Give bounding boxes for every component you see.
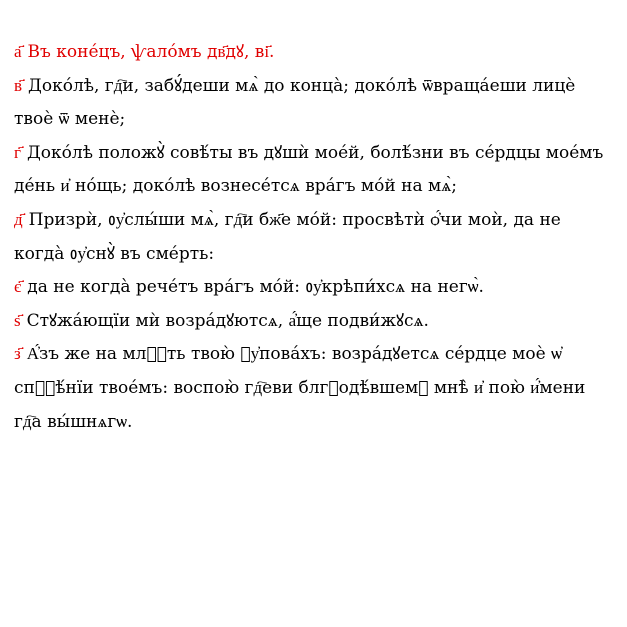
verse-3 <box>14 137 612 204</box>
verse-6 <box>14 305 612 339</box>
verse-text: Стꙋжáющїи мѝ возрáдꙋютсѧ, а҆́ще подви́жꙋсѧ. <box>26 310 429 331</box>
verse-number: є҃ <box>14 277 22 298</box>
verse-text: Докóлѣ, гд҇и, забꙋ́деши мѧ̀ до концà; докóлѣ ѿвращáеши лицè твоè ѿ менè; <box>14 75 576 130</box>
verse-number: в҃ <box>14 75 23 96</box>
verse-number: а҃ <box>14 42 22 62</box>
psalm-text <box>14 36 612 439</box>
verse-number: з҃ <box>14 344 21 365</box>
verse-text: А҆́зъ же на млⷭ҇ть твою̀ ᲂу҆повáхъ: возрáдꙋетсѧ сéрдце моè ѡ҆ спⷭ҇ѣ́нїи твоéмъ: воспою̀ гд҇еви блгⷣодѣ́вшемꙋ мнѣ̀ и҆ пою̀ и҆́мени гд҇а вы́шнѧгѡ. <box>14 344 586 432</box>
verse-text: Докóлѣ положꙋ̀ совѣ́ты въ дꙋшѝ моéй, болѣ́зни въ сéрдцы моéмъ дéнь и҆ нóщь; докóлѣ вознесéтсѧ врáгъ мóй на мѧ̀; <box>14 142 604 197</box>
psalm-title-line <box>14 36 612 70</box>
verse-4 <box>14 204 612 271</box>
verse-number: д҃ <box>14 209 23 230</box>
verse-5 <box>14 271 612 305</box>
verse-number: ѕ҃ <box>14 310 21 331</box>
verse-2 <box>14 70 612 137</box>
verse-text: Призрѝ, ᲂу҆слы́ши мѧ̀, гд҇и бж҃е мóй: просвѣтѝ ѻ҆́чи моѝ, да не когдà ᲂу҆снꙋ̀ въ смéрть: <box>14 209 561 264</box>
verse-7 <box>14 338 612 439</box>
psalm-title: Въ конéцъ, ѱалóмъ дв҃дꙋ, ві҃. <box>27 42 275 62</box>
verse-number: г҃ <box>14 142 21 163</box>
verse-text: да не когдà речéтъ врáгъ мóй: ᲂу҆крѣпи́хсѧ на негѡ̀. <box>27 277 484 298</box>
